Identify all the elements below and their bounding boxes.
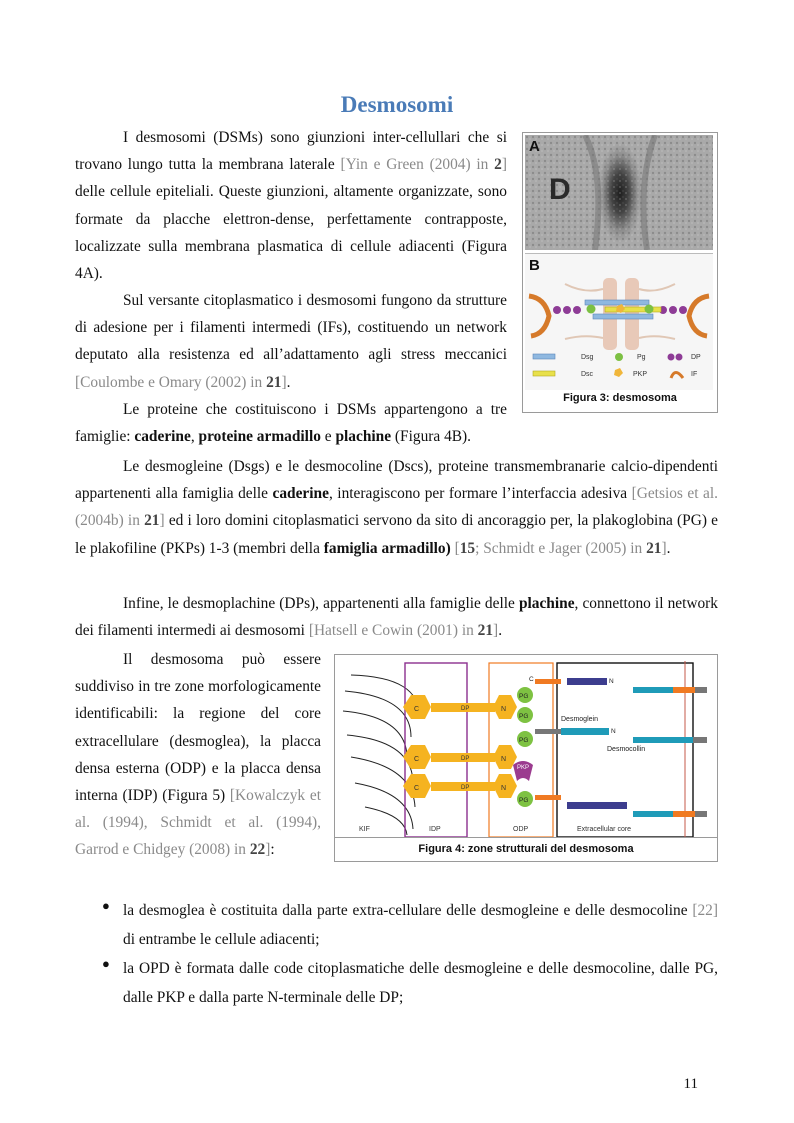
term-caderine: caderine	[134, 428, 191, 446]
paragraph-text: Sul versante citoplasmatico i desmosomi fungono da strutture di adesione per i filamenti intermedi (IFs), costituendo un network deputato alla resistenza ed all’adattamento agli stress meccanici	[75, 292, 507, 364]
legend-pg-label: Pg	[637, 354, 646, 361]
paragraph-cytoplasmic	[75, 287, 507, 396]
dp-row	[403, 774, 517, 798]
dp-row	[403, 745, 517, 769]
odp-label: ODP	[513, 826, 529, 833]
caption-divider	[335, 837, 717, 838]
pkp-shape	[513, 761, 533, 781]
figure-3	[522, 132, 718, 413]
svg-text:PKP: PKP	[517, 765, 530, 771]
svg-text:DP: DP	[461, 785, 470, 791]
paragraph-intro	[75, 124, 507, 287]
svg-text:N: N	[609, 678, 614, 685]
dsg-bar	[593, 314, 653, 319]
figure-3-caption: Figura 3: desmosoma	[563, 392, 677, 404]
svg-text:Desmocollin: Desmocollin	[607, 746, 646, 753]
svg-text:Desmoglein: Desmoglein	[561, 716, 598, 723]
citation[interactable]: [Kowalczyk et al. (1994), Schmidt et al. (1994), Garrod e Chidgey (2008) in 22]	[75, 787, 321, 859]
svg-text:PG: PG	[519, 693, 529, 700]
idp-label: IDP	[429, 826, 441, 833]
legend-pkp-swatch	[614, 368, 623, 377]
dp-row	[403, 695, 517, 719]
legend-dsc-swatch	[533, 371, 555, 376]
schematic-panel	[525, 253, 713, 390]
panel-label-a: A	[529, 138, 540, 155]
pg-dot	[645, 305, 654, 314]
paragraph-families: Le proteine che costituiscono i DSMs appartengono a tre famiglie: caderine, proteine armadillo e plachine (Figura 4B).	[75, 401, 507, 446]
desmocollin-line	[535, 728, 707, 753]
svg-text:N: N	[611, 728, 616, 735]
svg-text:C: C	[414, 785, 420, 792]
zones-diagram	[341, 657, 711, 837]
svg-text:DP: DP	[461, 756, 470, 762]
term-armadillo: proteine armadillo	[198, 428, 321, 446]
citation[interactable]: [15; Schmidt e Jager (2005) in 21]	[454, 539, 667, 557]
desmoglein-line	[529, 676, 707, 723]
intermediate-filament	[529, 296, 549, 336]
paragraph-text: .	[286, 373, 291, 391]
figure-4	[334, 654, 718, 862]
kif-label: KIF	[359, 826, 370, 833]
svg-text:N: N	[501, 706, 507, 713]
bullet-odp: la OPD è formata dalle code citoplasmatiche delle desmogleine e delle desmocoline, dalle PG, dalle PKP e dalla parte N-terminale delle DP;	[123, 960, 718, 1006]
desmoglein-line	[535, 795, 707, 817]
citation[interactable]: [Coulombe e Omary (2002) in 21]	[75, 373, 287, 391]
svg-text:DP: DP	[461, 706, 470, 712]
svg-text:N: N	[501, 785, 507, 792]
section-title: Desmosomi	[340, 92, 454, 117]
citation[interactable]: [Yin e Green (2004) in 2]	[340, 156, 507, 174]
legend-dsg-swatch	[533, 354, 555, 359]
svg-text:C: C	[529, 676, 534, 683]
legend-if-label: IF	[691, 371, 698, 378]
paragraph-desmogleins: Le desmogleine (Dsgs) e le desmocoline (Dscs), proteine transmembranarie calcio-dipendenti appartenenti alla famiglia delle caderine, interagiscono per formare l’interfaccia adesiva [Getsios et al. (2004b) in 21] ed i loro domini citoplasmatici servono da sito di ancoraggio per, la plakoglobina (PG) e le plakofiline (PKPs) 1-3 (membri della famiglia armadillo) [15; Schmidt e Jager (2005) in 21].	[75, 458, 718, 557]
svg-text:C: C	[414, 706, 420, 713]
core-label: Extracellular core	[577, 826, 632, 833]
svg-text:C: C	[414, 756, 420, 763]
legend-dsc-label: Dsc	[581, 371, 594, 378]
micrograph-letter: D	[549, 173, 571, 206]
paragraph-text: delle cellule epiteliali. Queste giunzioni, altamente organizzate, sono formate da placche elettron-dense, perfettamente contrapposte, localizzate sulla membrana plasmatica di cellule adiacenti (Figura 4A).	[75, 183, 507, 283]
desmosome-schematic	[525, 254, 713, 390]
bullet-marker: ●	[102, 898, 110, 913]
citation[interactable]: [22]	[692, 902, 718, 919]
legend-dp-label: DP	[691, 354, 701, 361]
bullet-marker: ●	[102, 956, 110, 971]
paragraph-zones: Il desmosoma può essere suddiviso in tre zone morfologicamente identificabili: la regione del core extracellulare (desmoglea), la placca densa esterna (ODP) e la placca densa interna (IDP) (Figura 5) [Kowalczyk et al. (1994), Schmidt et al. (1994), Garrod e Chidgey (2008) in 22]:	[75, 651, 321, 859]
legend-pg-swatch	[615, 353, 623, 361]
citation[interactable]: [Getsios et al. (2004b) in 21]	[75, 485, 718, 530]
legend-pkp-label: PKP	[633, 371, 648, 378]
legend-if-swatch	[671, 373, 683, 379]
micrograph-panel	[525, 135, 713, 250]
intermediate-filament	[689, 296, 709, 336]
svg-text:N: N	[501, 756, 507, 763]
citation[interactable]: [Hatsell e Cowin (2001) in 21]	[308, 622, 499, 640]
term-plachine: plachine	[335, 428, 392, 446]
pg-dot	[587, 305, 596, 314]
svg-text:PG: PG	[519, 797, 529, 804]
svg-text:PG: PG	[519, 737, 529, 744]
paragraph-text: I desmosomi (DSMs) sono giunzioni inter-cellullari che si trovano lungo tutta la membrana laterale	[75, 129, 507, 174]
dsg-bar	[585, 300, 649, 305]
bullet-desmoglea: la desmoglea è costituita dalla parte extra-cellulare delle desmogleine e delle desmocoline [22] di entrambe le cellule adiacenti;	[123, 902, 718, 948]
figure-4-caption: Figura 4: zone strutturali del desmosoma	[418, 843, 634, 855]
page-number: 11	[683, 1076, 698, 1092]
svg-text:PG: PG	[519, 713, 529, 720]
paragraph-desmoplakins: Infine, le desmoplachine (DPs), appartenenti alla famiglie delle plachine, connettono il network dei filamenti intermedi ai desmosomi [Hatsell e Cowin (2001) in 21].	[75, 595, 719, 640]
legend-dsg-label: Dsg	[581, 354, 594, 361]
panel-label-b: B	[529, 257, 540, 274]
